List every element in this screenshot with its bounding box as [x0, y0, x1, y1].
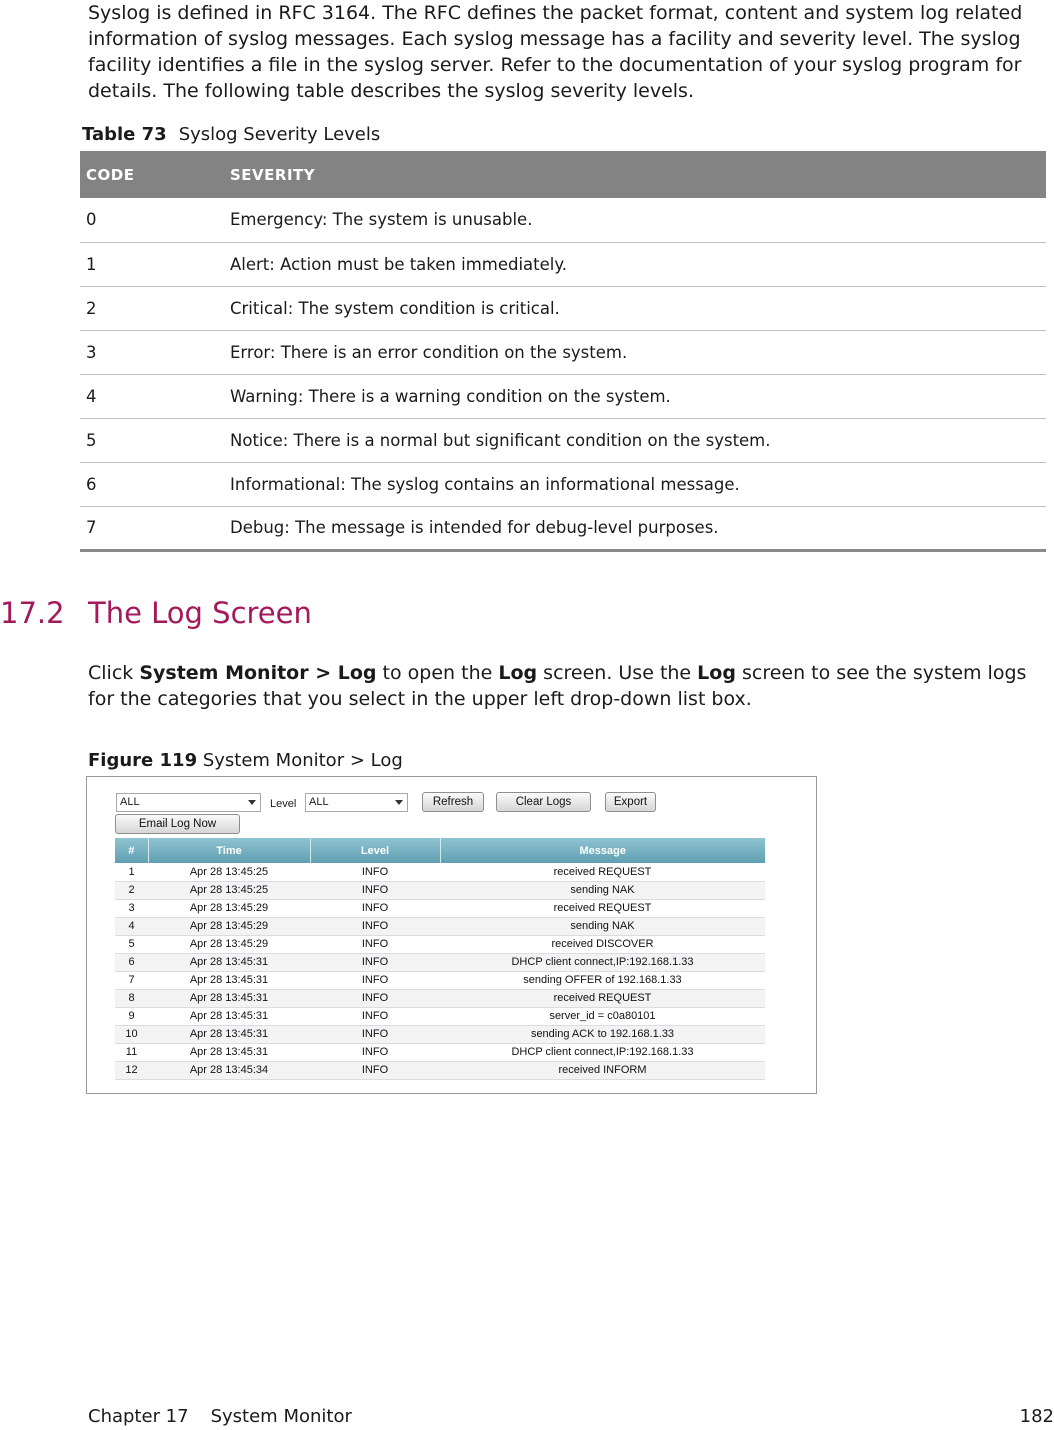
menu-path: System Monitor > Log — [139, 662, 377, 684]
log-message-cell: received INFORM — [440, 1061, 765, 1079]
log-time-cell: Apr 28 13:45:29 — [148, 917, 310, 935]
log-row — [115, 1061, 765, 1079]
severity-row — [80, 374, 1046, 418]
log-index-cell: 12 — [115, 1061, 148, 1079]
screen-name: Log — [498, 662, 538, 684]
log-index-cell: 10 — [115, 1025, 148, 1043]
level-label: Level — [270, 798, 297, 810]
severity-code-cell: 2 — [80, 286, 224, 330]
log-header-index: # — [115, 838, 148, 863]
log-message-cell: received REQUEST — [440, 899, 765, 917]
log-level-cell: INFO — [310, 1007, 440, 1025]
figure-label: Figure 119 — [88, 750, 198, 771]
email-log-now-button[interactable]: Email Log Now — [115, 814, 240, 834]
screen-name: Log — [697, 662, 736, 684]
chevron-down-icon — [248, 800, 256, 805]
log-level-cell: INFO — [310, 899, 440, 917]
log-row — [115, 1043, 765, 1061]
header-code: CODE — [80, 151, 224, 198]
log-time-cell: Apr 28 13:45:31 — [148, 989, 310, 1007]
log-time-cell: Apr 28 13:45:29 — [148, 899, 310, 917]
severity-description-cell: Critical: The system condition is critical. — [224, 286, 1046, 330]
log-message-cell: sending OFFER of 192.168.1.33 — [440, 971, 765, 989]
log-message-cell: received DISCOVER — [440, 935, 765, 953]
log-level-cell: INFO — [310, 1025, 440, 1043]
level-select[interactable] — [305, 793, 408, 812]
log-time-cell: Apr 28 13:45:29 — [148, 935, 310, 953]
log-level-cell: INFO — [310, 953, 440, 971]
severity-code-cell: 3 — [80, 330, 224, 374]
table-caption — [82, 124, 380, 145]
log-level-cell: INFO — [310, 971, 440, 989]
log-table — [115, 838, 765, 1080]
chevron-down-icon — [395, 800, 403, 805]
text-run: screen to see the system logs for the categories that you select in the upper left drop-down list box. — [88, 662, 1027, 710]
log-row — [115, 881, 765, 899]
log-time-cell: Apr 28 13:45:25 — [148, 863, 310, 881]
text-run: to open the — [376, 662, 499, 684]
category-select-value: ALL — [120, 796, 140, 808]
log-row — [115, 989, 765, 1007]
log-index-cell: 11 — [115, 1043, 148, 1061]
log-index-cell: 9 — [115, 1007, 148, 1025]
severity-description-cell: Notice: There is a normal but significant condition on the system. — [224, 418, 1046, 462]
log-message-cell: received REQUEST — [440, 863, 765, 881]
instruction-paragraph — [88, 660, 1048, 712]
severity-description-cell: Informational: The syslog contains an informational message. — [224, 462, 1046, 506]
log-header-level: Level — [310, 838, 440, 863]
severity-description-cell: Error: There is an error condition on the system. — [224, 330, 1046, 374]
text-run: screen. Use the — [537, 662, 698, 684]
table-title: Syslog Severity Levels — [178, 124, 381, 145]
severity-row — [80, 462, 1046, 506]
severity-row — [80, 286, 1046, 330]
severity-code-cell: 6 — [80, 462, 224, 506]
log-row — [115, 935, 765, 953]
log-row — [115, 971, 765, 989]
log-index-cell: 6 — [115, 953, 148, 971]
log-time-cell: Apr 28 13:45:31 — [148, 1043, 310, 1061]
log-message-cell: sending ACK to 192.168.1.33 — [440, 1025, 765, 1043]
log-level-cell: INFO — [310, 1061, 440, 1079]
log-row — [115, 917, 765, 935]
export-button[interactable]: Export — [605, 792, 656, 812]
severity-code-cell: 4 — [80, 374, 224, 418]
severity-row — [80, 242, 1046, 286]
log-row — [115, 863, 765, 881]
severity-table — [80, 151, 1046, 552]
refresh-button[interactable]: Refresh — [422, 792, 484, 812]
log-level-cell: INFO — [310, 935, 440, 953]
log-time-cell: Apr 28 13:45:31 — [148, 1007, 310, 1025]
log-message-cell: sending NAK — [440, 881, 765, 899]
log-header-message: Message — [440, 838, 765, 863]
category-select[interactable] — [116, 793, 261, 812]
log-index-cell: 8 — [115, 989, 148, 1007]
log-index-cell: 5 — [115, 935, 148, 953]
log-time-cell: Apr 28 13:45:25 — [148, 881, 310, 899]
severity-description-cell: Debug: The message is intended for debug-level purposes. — [224, 506, 1046, 550]
severity-description-cell: Emergency: The system is unusable. — [224, 198, 1046, 242]
log-screen-figure — [86, 776, 817, 1094]
log-header-time: Time — [148, 838, 310, 863]
log-time-cell: Apr 28 13:45:31 — [148, 1025, 310, 1043]
severity-code-cell: 1 — [80, 242, 224, 286]
severity-description-cell: Warning: There is a warning condition on the system. — [224, 374, 1046, 418]
figure-title: System Monitor > Log — [202, 750, 403, 771]
severity-header-row — [80, 151, 1046, 198]
severity-description-cell: Alert: Action must be taken immediately. — [224, 242, 1046, 286]
log-message-cell: sending NAK — [440, 917, 765, 935]
chapter-label: Chapter 17 — [88, 1406, 189, 1427]
table-label: Table 73 — [82, 124, 167, 145]
header-severity: SEVERITY — [224, 151, 1046, 198]
level-select-value: ALL — [309, 796, 329, 808]
log-message-cell: DHCP client connect,IP:192.168.1.33 — [440, 953, 765, 971]
log-index-cell: 3 — [115, 899, 148, 917]
log-time-cell: Apr 28 13:45:34 — [148, 1061, 310, 1079]
severity-row — [80, 506, 1046, 550]
severity-code-cell: 0 — [80, 198, 224, 242]
log-row — [115, 953, 765, 971]
severity-code-cell: 5 — [80, 418, 224, 462]
log-time-cell: Apr 28 13:45:31 — [148, 953, 310, 971]
log-message-cell: DHCP client connect,IP:192.168.1.33 — [440, 1043, 765, 1061]
intro-paragraph: Syslog is defined in RFC 3164. The RFC defines the packet format, content and system log related information of syslog messages. Each syslog message has a facility and severity level. The syslog facility identifies a file in the syslog server. Refer to the documentation of your syslog program for details. The following table describes the syslog severity levels. — [88, 2, 1023, 102]
log-level-cell: INFO — [310, 989, 440, 1007]
log-level-cell: INFO — [310, 1043, 440, 1061]
chapter-title: System Monitor — [210, 1406, 352, 1427]
text-run: Click — [88, 662, 140, 684]
log-message-cell: received REQUEST — [440, 989, 765, 1007]
log-level-cell: INFO — [310, 917, 440, 935]
log-level-cell: INFO — [310, 881, 440, 899]
clear-logs-button[interactable]: Clear Logs — [496, 792, 591, 812]
log-time-cell: Apr 28 13:45:31 — [148, 971, 310, 989]
log-level-cell: INFO — [310, 863, 440, 881]
log-index-cell: 1 — [115, 863, 148, 881]
page-number: 182 — [1019, 1406, 1054, 1427]
severity-row — [80, 418, 1046, 462]
section-heading — [0, 596, 312, 630]
log-message-cell: server_id = c0a80101 — [440, 1007, 765, 1025]
severity-code-cell: 7 — [80, 506, 224, 550]
severity-row — [80, 330, 1046, 374]
section-title: The Log Screen — [88, 596, 312, 630]
footer-chapter — [88, 1406, 352, 1427]
figure-caption — [88, 750, 403, 771]
log-header-row — [115, 838, 765, 863]
section-number: 17.2 — [0, 596, 65, 630]
log-row — [115, 1007, 765, 1025]
log-index-cell: 2 — [115, 881, 148, 899]
log-index-cell: 4 — [115, 917, 148, 935]
severity-row — [80, 198, 1046, 242]
log-index-cell: 7 — [115, 971, 148, 989]
log-row — [115, 899, 765, 917]
log-row — [115, 1025, 765, 1043]
